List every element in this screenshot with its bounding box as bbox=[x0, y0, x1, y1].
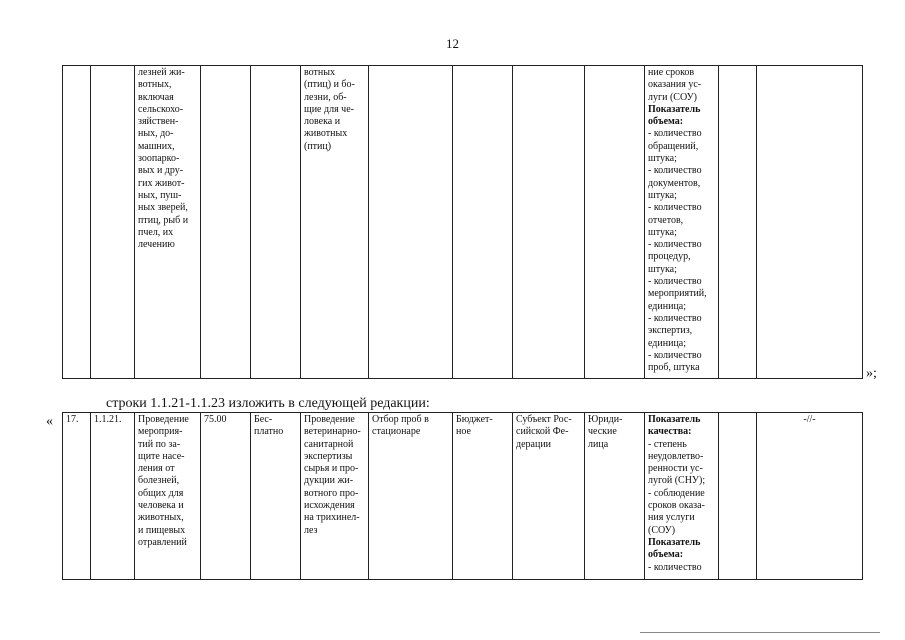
indicator-volume-label: Показатель объема: bbox=[648, 103, 701, 128]
table-top bbox=[62, 65, 863, 379]
cell-blank bbox=[719, 413, 757, 580]
cell-consumer bbox=[585, 66, 645, 379]
cell-code bbox=[91, 66, 135, 379]
closing-quote: »; bbox=[866, 366, 877, 381]
cell-consumer: Юриди- ческие лица bbox=[585, 413, 645, 580]
cell-price: 75.00 bbox=[201, 413, 251, 580]
indicator-quality-items: - степень неудовлетво- ренности ус- лугой (СНУ); - соблюдение сроков оказа- ния услуги (СОУ) bbox=[648, 438, 706, 536]
cell-type bbox=[453, 66, 513, 379]
cell-supplier: Субъект Рос- сийской Фе- дерации bbox=[513, 413, 585, 580]
indicator-volume-items: - количество обращений, штука; - количество документов, штука; - количество отчетов, штука; - количество процедур, штука; - количество мероприятий, единица; - количество экспертиз, единица; - количество проб, штука bbox=[648, 128, 707, 374]
cell-code: 1.1.21. bbox=[91, 413, 135, 580]
indicator-volume-label: Показатель объема: bbox=[648, 536, 701, 561]
indicator-quality-tail: ние сроков оказания ус- луги (СОУ) bbox=[648, 67, 702, 103]
cell-supplier bbox=[513, 66, 585, 379]
cell-num: 17. bbox=[63, 413, 91, 580]
table-row bbox=[63, 66, 863, 379]
cell-note bbox=[757, 66, 863, 379]
cell-ditto: -//- bbox=[757, 413, 863, 580]
cell-name: Проведение мероприя- тий по за- щите насе- ления от болезней, общих для человека и животных, и пищевых отравлений bbox=[135, 413, 201, 580]
indicator-quality-label: Показатель качества: bbox=[648, 414, 701, 438]
indicator-volume-items: - количество bbox=[648, 561, 702, 573]
cell-content: вотных (птиц) и бо- лезни, об- щие для че- ловека и животных (птиц) bbox=[301, 66, 369, 379]
cell-num bbox=[63, 66, 91, 379]
opening-quote: « bbox=[46, 414, 53, 429]
table-row bbox=[63, 413, 863, 580]
cell-condition bbox=[369, 66, 453, 379]
cell-price bbox=[201, 66, 251, 379]
cell-name: лезней жи- вотных, включая сельскохо- зяйствен- ных, до- машних, зоопарко- вых и дру- гих живот- ных, пуш- ных зверей, птиц, рыб и пчел, их лечению bbox=[135, 66, 201, 379]
cell-type: Бюджет- ное bbox=[453, 413, 513, 580]
cell-indicators bbox=[645, 66, 719, 379]
cell-indicators bbox=[645, 413, 719, 580]
table-bottom bbox=[62, 412, 863, 580]
scan-artifact-line bbox=[640, 632, 880, 633]
cell-payment: Бес- платно bbox=[251, 413, 301, 580]
cell-content: Проведение ветеринарно- санитарной экспертизы сырья и про- дукции жи- вотного про- исхождения на трихинел- лез bbox=[301, 413, 369, 580]
cell-condition: Отбор проб в стационаре bbox=[369, 413, 453, 580]
cell-blank bbox=[719, 66, 757, 379]
cell-payment bbox=[251, 66, 301, 379]
page-number: 12 bbox=[446, 36, 459, 51]
lead-text: строки 1.1.21-1.1.23 изложить в следующей редакции: bbox=[106, 396, 430, 411]
